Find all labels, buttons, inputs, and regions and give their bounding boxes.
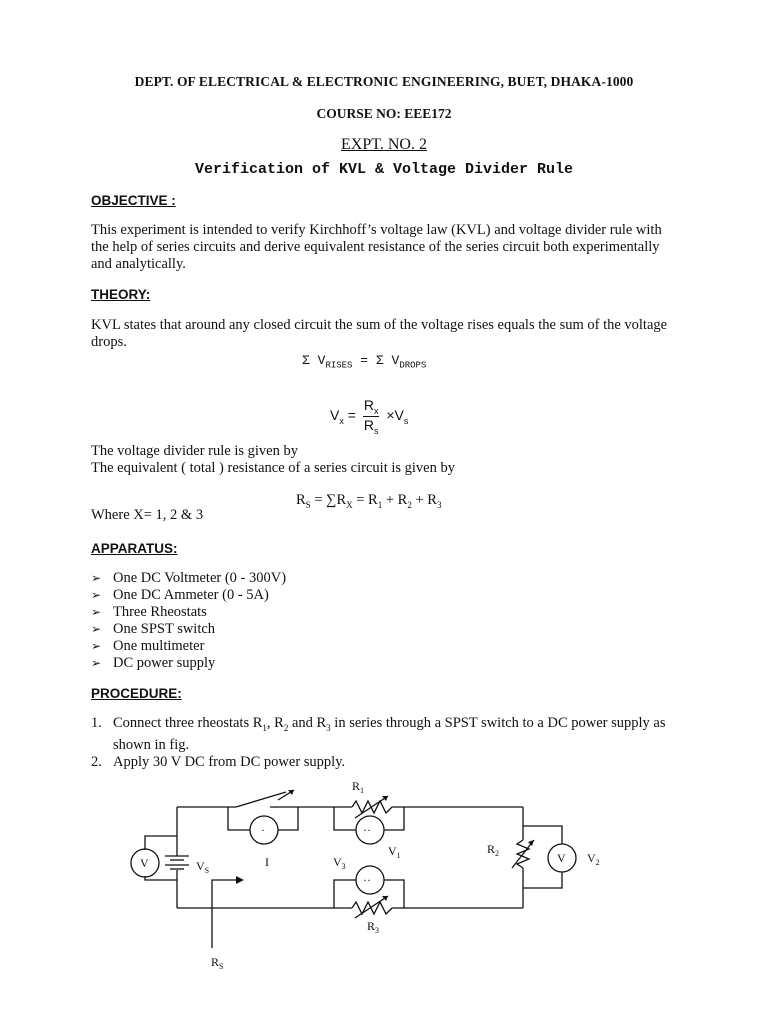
r2-label: $R_2$ <box>487 842 500 858</box>
list-item: ➢ One multimeter <box>91 638 205 654</box>
r3-label: $R_3$ <box>367 919 380 935</box>
meter-v1-dots: ·· <box>363 823 371 837</box>
v1-label: $V_1$ <box>388 844 401 860</box>
procedure-heading: PROCEDURE: <box>91 686 182 701</box>
objective-text: This experiment is intended to verify Kirchhoff’s voltage law (KVL) and voltage divider rule with the help of series circuits and derive equivalent resistance of the series circuit both experimentally and analytically. <box>91 222 662 272</box>
list-item: ➢ One SPST switch <box>91 621 216 637</box>
experiment-title: Verification of KVL & Voltage Divider Rule <box>194 161 574 178</box>
v3-label: $V_3$ <box>333 855 346 871</box>
course-number: COURSE NO: EEE172 <box>316 106 452 121</box>
voltage-divider-equation: $V_x$ = $\frac{R_x}{R_s}$ $\times V_s$ <box>330 397 409 436</box>
vs-label: $V_S$ <box>196 859 210 875</box>
apparatus-heading: APPARATUS: <box>91 541 178 556</box>
list-item: 1. Connect three rheostats $R_1$, $R_2$ and $R_3$ in series through a SPST switch to a DC power supply as shown in fig. <box>91 715 666 753</box>
req-text: The equivalent ( total ) resistance of a series circuit is given by <box>91 460 455 476</box>
list-item: ➢ One DC Ammeter (0 - 5A) <box>91 587 269 603</box>
equivalent-resistance-equation: $R_S = \sum R_X = R_1 + R_2 + R_3$ <box>296 492 442 510</box>
kvl-equation: Σ $V_{RISES} = \Sigma$ $V_{DROPS}$ <box>302 353 427 371</box>
experiment-number: EXPT. NO. 2 <box>341 136 427 153</box>
v2-label: $V_2$ <box>587 851 600 867</box>
where-text: Where X= 1, 2 & 3 <box>91 507 204 523</box>
theory-heading: THEORY: <box>91 287 151 302</box>
theory-text: KVL states that around any closed circuit the sum of the voltage rises equals the sum of the voltage drops. <box>91 317 668 350</box>
vdr-text: The voltage divider rule is given by <box>91 443 298 459</box>
meter-v3-dots: ·· <box>363 873 371 887</box>
ammeter-dot: · <box>261 823 265 837</box>
current-label: I <box>265 855 269 869</box>
department-header: DEPT. OF ELECTRICAL & ELECTRONIC ENGINEERING, BUET, DHAKA-1000 <box>134 74 634 89</box>
list-item: ➢ Three Rheostats <box>91 604 207 620</box>
voltmeter-vs-label: V <box>140 856 149 870</box>
r1-label: $R_1$ <box>352 779 365 795</box>
list-item: ➢ One DC Voltmeter (0 - 300V) <box>91 570 287 586</box>
list-item: 2. Apply 30 V DC from DC power supply. <box>91 753 346 770</box>
list-item: ➢ DC power supply <box>91 655 216 671</box>
objective-heading: OBJECTIVE : <box>91 193 176 208</box>
voltmeter-v2-label: V <box>557 851 566 865</box>
rs-label: $R_S$ <box>211 955 224 971</box>
